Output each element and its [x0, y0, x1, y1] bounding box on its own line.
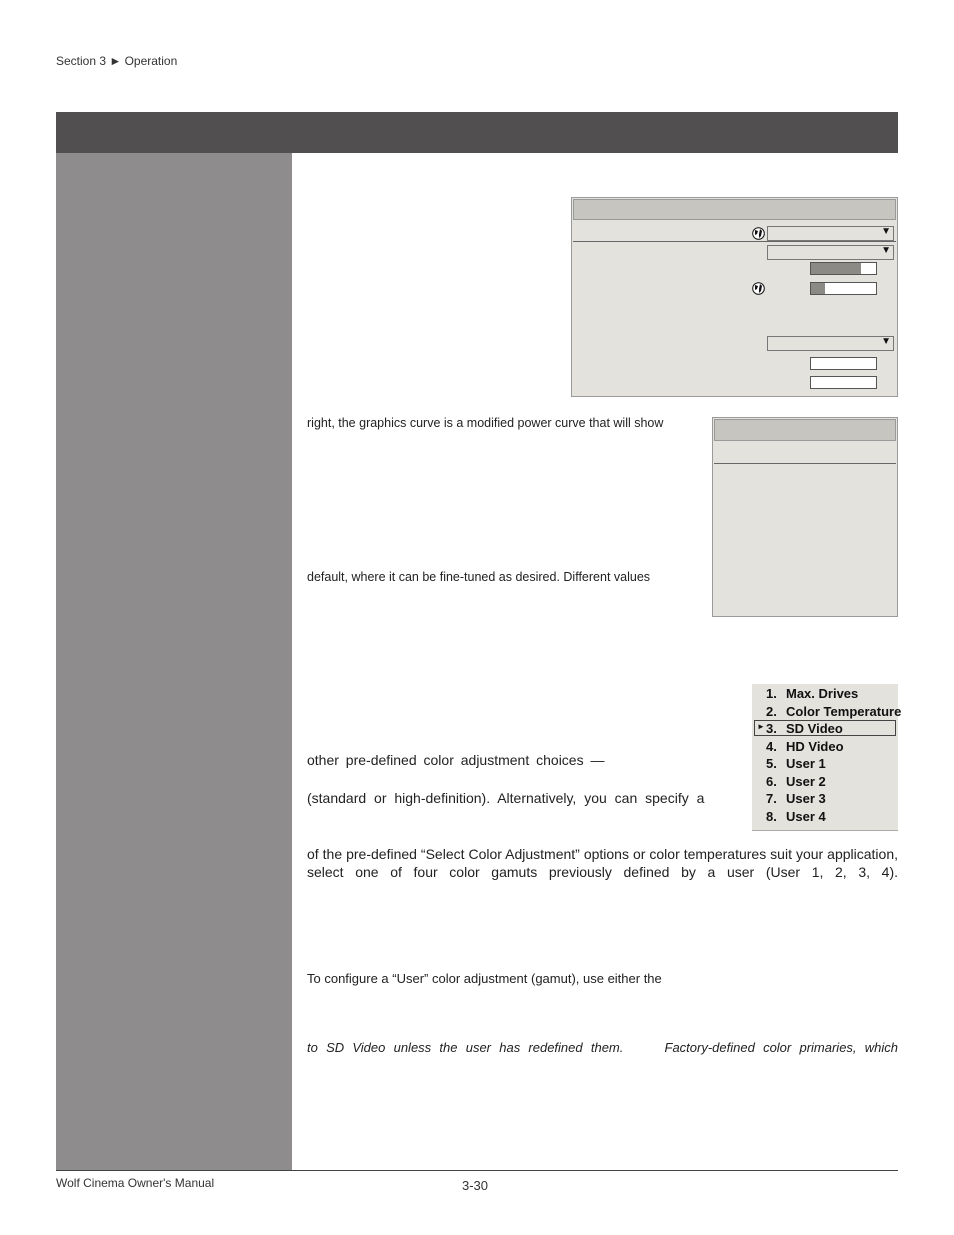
- slider-b[interactable]: [810, 282, 877, 295]
- body-text-line: (standard or high-definition). Alternatively, you can specify a: [307, 790, 705, 806]
- slider-a-fill: [811, 263, 861, 274]
- menu-item-number: 7.: [766, 791, 777, 806]
- body-text-line: right, the graphics curve is a modified power curve that will show: [307, 416, 664, 430]
- manual-title: Wolf Cinema Owner's Manual: [56, 1176, 215, 1190]
- menu-item-number: 3.: [766, 721, 777, 736]
- menu-item-label: SD Video: [786, 721, 843, 736]
- panel-title-bar: [573, 199, 896, 220]
- section-breadcrumb: Section 3 ► Operation: [56, 54, 178, 68]
- page-title-bar: [56, 112, 898, 153]
- menu-item-number: 2.: [766, 704, 777, 719]
- body-text-paragraph: of the pre-defined “Select Color Adjustment” options or color temperatures suit your application, select one of four color gamuts previously defined by a user (User 1, 2, 3, 4).: [307, 846, 898, 880]
- menu-item-label: User 3: [786, 791, 826, 806]
- menu-item-label: User 4: [786, 809, 826, 824]
- dropdown-arrow-icon: ▼: [881, 226, 891, 237]
- dropdown-arrow-icon: ▼: [881, 336, 891, 347]
- menu-item[interactable]: [752, 756, 898, 773]
- page-number: 3-30: [462, 1178, 489, 1193]
- body-text-line: default, where it can be fine-tuned as desired. Different values: [307, 570, 651, 584]
- color-adjustment-menu: [752, 684, 902, 831]
- menu-item-label: User 2: [786, 774, 826, 789]
- panel-title-bar: [714, 419, 896, 441]
- menu-item[interactable]: [752, 704, 902, 721]
- image-settings-panel: [571, 197, 898, 397]
- value-field-2[interactable]: [810, 376, 877, 389]
- menu-item-number: 5.: [766, 756, 777, 771]
- selected-row-highlight: [714, 444, 896, 464]
- dropdown-select-2[interactable]: [767, 245, 894, 260]
- globe-icon: [752, 227, 765, 240]
- footer-divider: [56, 1170, 898, 1171]
- menu-item[interactable]: [752, 791, 898, 808]
- menu-item-label: Color Temperature: [786, 704, 902, 719]
- menu-item[interactable]: [752, 809, 898, 826]
- pointer-icon: ►: [757, 722, 765, 731]
- value-field-1[interactable]: [810, 357, 877, 370]
- menu-item-number: 6.: [766, 774, 777, 789]
- slider-a[interactable]: [810, 262, 877, 275]
- menu-item-number: 1.: [766, 686, 777, 701]
- menu-item-number: 8.: [766, 809, 777, 824]
- menu-item[interactable]: [752, 739, 898, 756]
- menu-item-number: 4.: [766, 739, 777, 754]
- menu-item[interactable]: [752, 721, 898, 738]
- menu-item-label: HD Video: [786, 739, 844, 754]
- menu-item-label: Max. Drives: [786, 686, 859, 701]
- body-text-line: other pre-defined color adjustment choices —: [307, 752, 605, 768]
- body-text-note: to SD Video unless the user has redefined them. Factory-defined color primaries, which: [307, 1040, 898, 1055]
- sidebar-column: [56, 153, 292, 1170]
- menu-item[interactable]: [752, 686, 898, 703]
- slider-b-fill: [811, 283, 825, 294]
- gamma-panel: [712, 417, 898, 617]
- body-text-line: To configure a “User” color adjustment (gamut), use either the: [307, 971, 662, 986]
- globe-icon: [752, 282, 765, 295]
- menu-item[interactable]: [752, 774, 898, 791]
- dropdown-select-3[interactable]: [767, 336, 894, 351]
- dropdown-arrow-icon: ▼: [881, 245, 891, 256]
- dropdown-select-1[interactable]: [767, 226, 894, 241]
- menu-item-label: User 1: [786, 756, 826, 771]
